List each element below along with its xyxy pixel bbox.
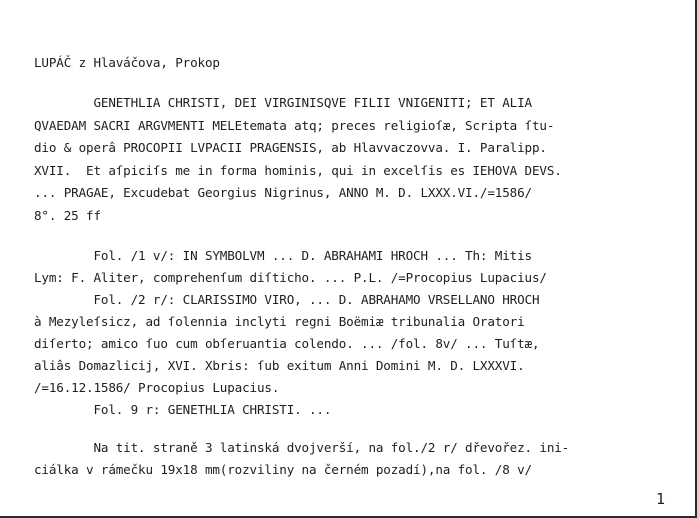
title-line: QVAEDAM SACRI ARGVMENTI MELEtemata atq; preces religioſæ, Scripta ſtu-	[34, 118, 555, 133]
note-line: diſerto; amico ſuo cum obſeruantia colendo. ... /fol. 8v/ ... Tuſtæ,	[34, 336, 540, 351]
title-line: ... PRAGAE, Excudebat Georgius Nigrinus, ANNO M. D. LXXX.VI./=1586/	[34, 185, 532, 200]
note-line: à Mezyleſsicz, ad ſolennia inclyti regni Boëmiæ tribunalia Oratori	[34, 314, 525, 329]
title-line: GENETHLIA CHRISTI, DEI VIRGINISQVE FILII VNIGENITI; ET ALIA	[34, 95, 532, 110]
description-line: ciálka v rámečku 19x18 mm(rozviliny na černém pozadí),na fol. /8 v/	[34, 462, 532, 477]
page-number: 1	[655, 490, 665, 508]
title-line: dio & operâ PROCOPII LVPACII PRAGENSIS, ab Hlavvaczovva. I. Paralipp.	[34, 140, 547, 155]
note-line: Fol. /2 r/: CLARISSIMO VIRO, ... D. ABRAHAMO VRSELLANO HROCH	[34, 292, 540, 307]
note-line: Lym: F. Aliter, comprehenſum diſticho. ... P.L. /=Procopius Lupacius/	[34, 270, 547, 285]
note-line: /=16.12.1586/ Procopius Lupacius.	[34, 380, 280, 395]
note-line: Fol. /1 v/: IN SYMBOLVM ... D. ABRAHAMI HROCH ... Th: Mitis	[34, 248, 532, 263]
note-line: Fol. 9 r: GENETHLIA CHRISTI. ...	[34, 402, 332, 417]
title-line: XVII. Et aſpiciſs me in forma hominis, qui in excelſis es IEHOVA DEVS.	[34, 163, 562, 178]
format-extent: 8°. 25 ff	[34, 208, 101, 223]
description-line: Na tit. straně 3 latinská dvojverší, na fol./2 r/ dřevořez. ini-	[34, 440, 570, 455]
card-heading: LUPÁČ z Hlaváčova, Prokop	[34, 55, 220, 70]
note-line: aliâs Domazlicij, XVI. Xbris: ſub exitum Anni Domini M. D. LXXXVI.	[34, 358, 525, 373]
